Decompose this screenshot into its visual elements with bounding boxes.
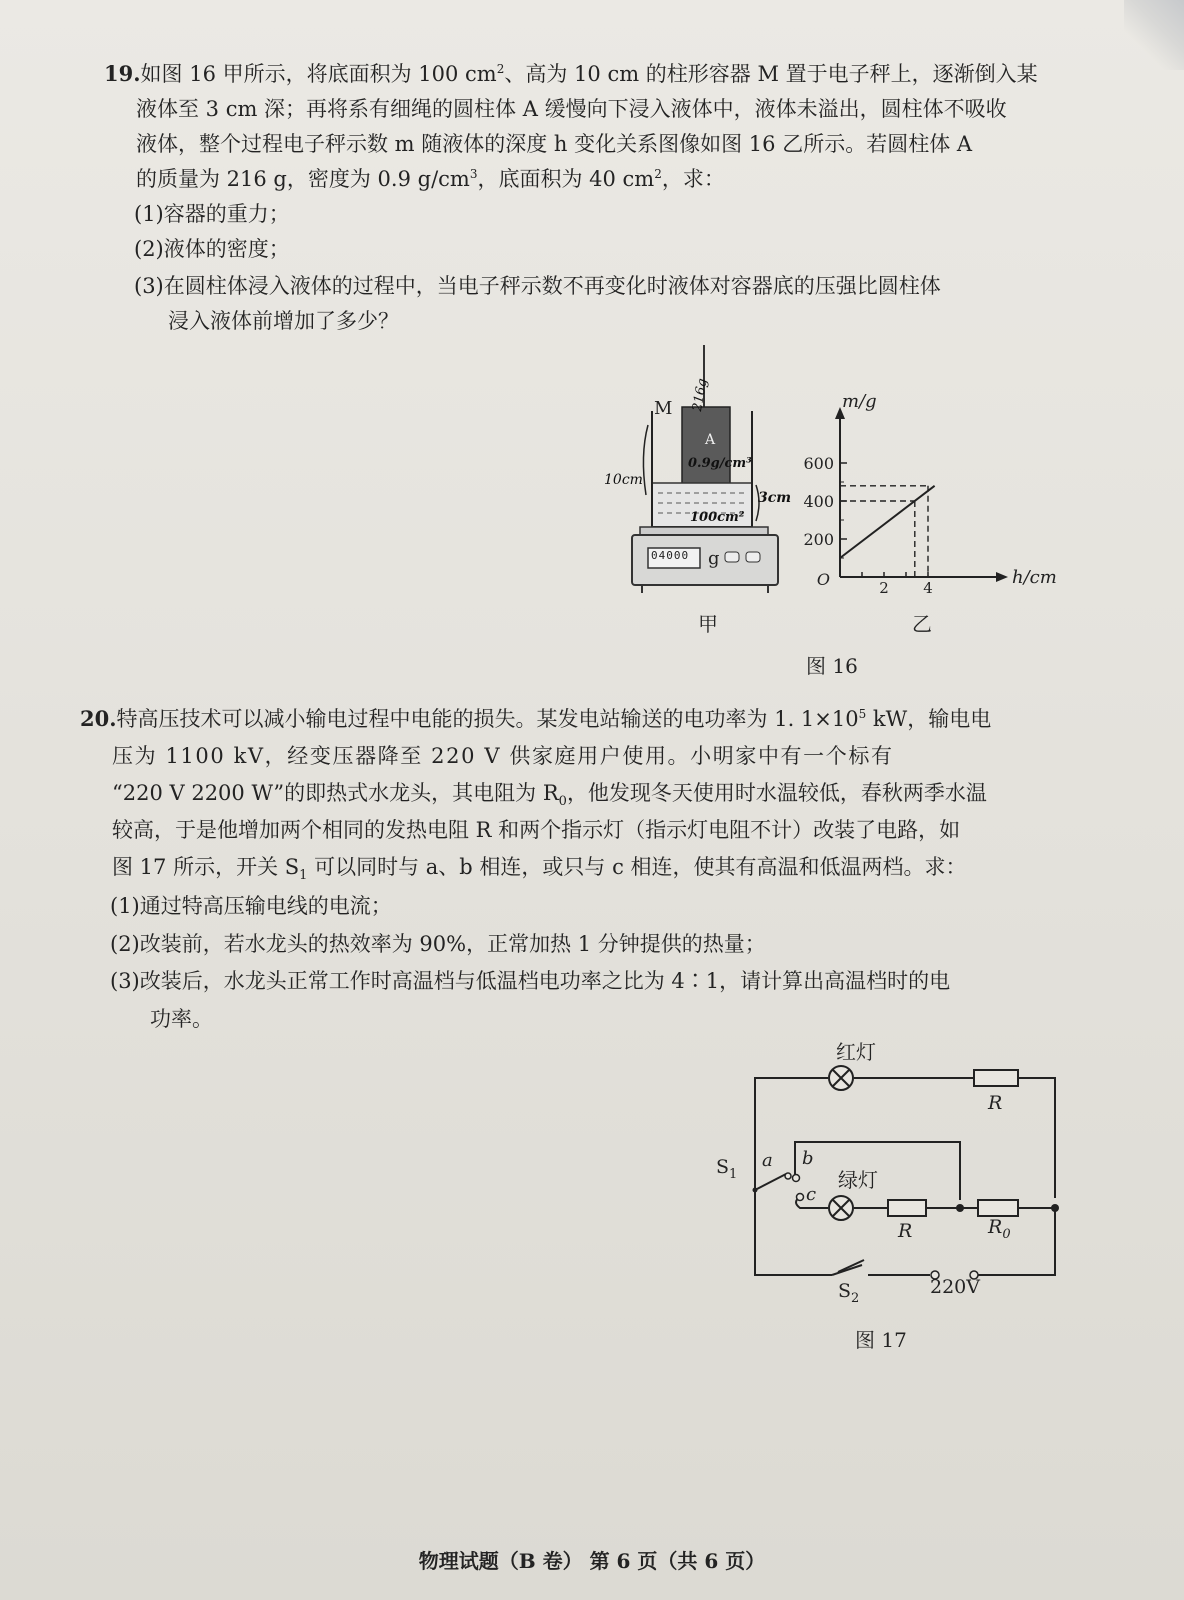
q20-sub3a: (3)改装后，水龙头正常工作时高温档与低温档电功率之比为 4∶1，请计算出高温档时的电 <box>110 969 951 993</box>
fig16-sub-yi: 乙 <box>912 612 932 636</box>
handwritten-height: 10cm <box>604 472 643 488</box>
label-r0: $R_0$ <box>988 1216 1011 1242</box>
y-tick-label: 400 <box>803 492 834 511</box>
q20-line4: 较高，于是他增加两个相同的发热电阻 R 和两个指示灯（指示灯电阻不计）改装了电路，如 <box>112 818 961 842</box>
label-contact-c: c <box>806 1184 817 1205</box>
red-lamp-symbol <box>829 1066 853 1090</box>
resistor-r-mid <box>888 1200 926 1216</box>
q20-line5: 图 17 所示，开关 $S_1$ 可以同时与 a、b 相连，或只与 c 相连，使其有高温和低温两档。求： <box>112 855 967 884</box>
label-contact-a: a <box>762 1150 773 1171</box>
page-corner-shadow <box>1124 0 1184 70</box>
q19-line4: 的质量为 216 g，密度为 0.9 $g/cm^3$，底面积为 40 $cm^2$，求： <box>136 167 725 191</box>
x-axis-arrow <box>996 572 1008 582</box>
q20-sub3b: 功率。 <box>150 1007 213 1031</box>
q19-sub3b: 浸入液体前增加了多少？ <box>168 309 399 333</box>
fig17-caption: 图 17 <box>855 1328 907 1352</box>
q19-line1: 19.如图 16 甲所示，将底面积为 100 $cm^2$、高为 10 cm 的柱形容器 M 置于电子秤上，逐渐倒入某 <box>104 61 1038 86</box>
y-axis-label: m/g <box>842 391 877 412</box>
handwritten-mass: 216g <box>690 377 711 413</box>
q20-sub1: (1)通过特高压输电线的电流； <box>110 894 392 918</box>
q20-line3: “220 V 2200 W”的即热式水龙头，其电阻为 $R_0$，他发现冬天使用时水温较低，春秋两季水温 <box>112 781 987 810</box>
resistor-r-top <box>974 1070 1018 1086</box>
data-line <box>840 486 935 558</box>
q20-line1: 20.特高压技术可以减小输电过程中电能的损失。某发电站输送的电功率为 1. $1\times 10^5$ kW，输电电 <box>80 706 992 731</box>
handwritten-depth: 3cm <box>758 490 792 506</box>
scale-readout: 04000 <box>651 549 690 562</box>
label-r-mid: R <box>898 1220 913 1242</box>
y-tick-label: 600 <box>803 454 834 473</box>
scale-unit: g <box>708 548 720 569</box>
label-red-lamp: 红灯 <box>836 1040 876 1064</box>
y-tick-label: 200 <box>803 530 834 549</box>
label-green-lamp: 绿灯 <box>838 1168 878 1192</box>
label-r-top: R <box>988 1092 1003 1114</box>
fig16-caption: 图 16 <box>806 654 858 678</box>
x-axis-label: h/cm <box>1012 567 1057 588</box>
q20-number: 20. <box>80 706 117 731</box>
x-tick-label: 4 <box>923 579 933 597</box>
page-footer: 物理试题（B 卷） 第 6 页（共 6 页） <box>418 1549 766 1573</box>
handwritten-density: 0.9g/cm³ <box>688 456 752 471</box>
label-contact-b: b <box>802 1148 814 1169</box>
green-lamp-symbol <box>829 1196 853 1220</box>
x-tick-label: 2 <box>879 579 889 597</box>
label-voltage: 220V <box>930 1276 980 1298</box>
q19-sub1: (1)容器的重力； <box>134 202 290 226</box>
q19-line2: 液体至 3 cm 深；再将系有细绳的圆柱体 A 缓慢向下浸入液体中，液体未溢出，圆柱体不吸收 <box>136 97 1007 121</box>
q19-sub3a: (3)在圆柱体浸入液体的过程中，当电子秤示数不再变化时液体对容器底的压强比圆柱体 <box>134 274 941 298</box>
fig16-chart <box>800 385 1070 610</box>
label-s2: $S_2$ <box>838 1280 860 1306</box>
q20-line2: 压为 1100 kV，经变压器降至 220 V 供家庭用户使用。小明家中有一个标有 <box>112 744 894 768</box>
resistor-r0 <box>978 1200 1018 1216</box>
handwritten-area: 100cm² <box>690 510 745 525</box>
origin-label: O <box>816 570 830 589</box>
q19-line3: 液体，整个过程电子秤示数 m 随液体的深度 h 变化关系图像如图 16 乙所示。若圆柱体 A <box>136 132 973 156</box>
q19-sub2: (2)液体的密度； <box>134 237 290 261</box>
label-m: M <box>654 398 673 419</box>
fig16-sub-jia: 甲 <box>698 612 718 636</box>
fig17-circuit <box>740 1060 1080 1310</box>
label-a: A <box>705 432 716 448</box>
q20-sub2: (2)改装前，若水龙头的热效率为 90%，正常加热 1 分钟提供的热量； <box>110 932 766 956</box>
q19-number: 19. <box>104 61 141 86</box>
label-s1: $S_1$ <box>716 1156 738 1182</box>
